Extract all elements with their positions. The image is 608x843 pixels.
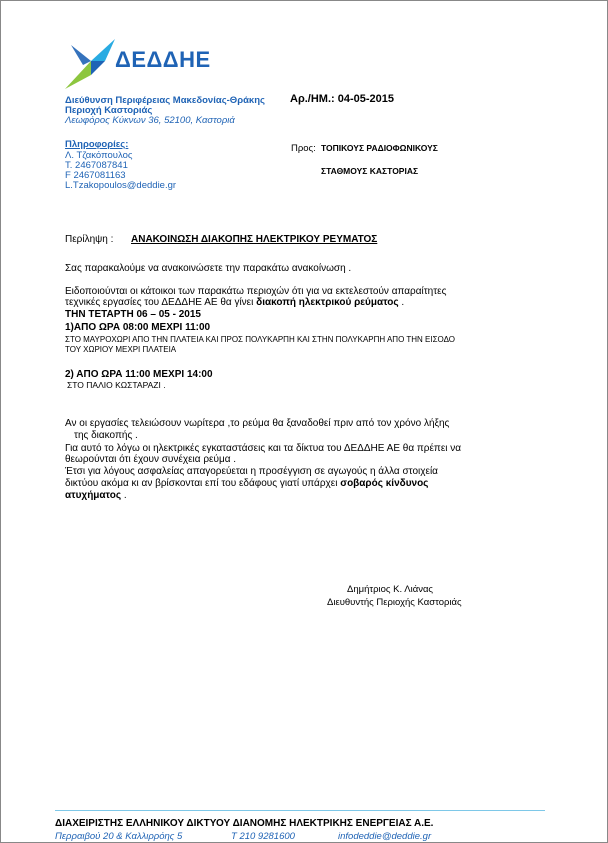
to-label: Προς:	[291, 143, 316, 154]
area: Περιοχή Καστοριάς	[65, 105, 153, 116]
footer-phone: Τ 210 9281600	[231, 831, 295, 842]
signature-name: Δημήτριος Κ. Λιάνας	[347, 584, 434, 595]
para2-line2: θεωρούνται ότι έχουν συνέχεια ρεύμα .	[65, 454, 237, 465]
outage-date: ΤΗΝ ΤΕΤΑΡΤΗ 06 – 05 - 2015	[65, 309, 201, 320]
notice-line1: Ειδοποιούνται οι κάτοικοι των παρακάτω περιοχών ότι για να εκτελεστούν απαραίτητες	[65, 286, 447, 297]
deddie-logo-icon	[61, 35, 117, 91]
reference-number: Αρ./ΗΜ.: 04-05-2015	[290, 93, 395, 105]
slot1-desc1: ΣΤΟ ΜΑΥΡΟΧΩΡΙ ΑΠΟ ΤΗΝ ΠΛΑΤΕΙΑ ΚΑΙ ΠΡΟΣ ΠΟΛΥΚΑΡΠΗ ΚΑΙ ΣΤΗΝ ΠΟΛΥΚΑΡΠΗ ΑΠΟ ΤΗΝ ΕΙΣΟΔΟ	[65, 335, 455, 344]
slot2-time: 2) ΑΠΟ ΩΡΑ 11:00 ΜΕΧΡΙ 14:00	[65, 369, 213, 380]
para2-line1: Για αυτό το λόγω οι ηλεκτρικές εγκαταστάσεις και τα δίκτυα του ΔΕΔΔΗΕ ΑΕ θα πρέπει να	[65, 443, 462, 454]
para3-line1: Έτσι για λόγους ασφαλείας απαγορεύεται η προσέγγιση σε αγωγούς η άλλα στοιχεία	[65, 466, 438, 477]
recipient-line1: ΤΟΠΙΚΟΥΣ ΡΑΔΙΟΦΩΝΙΚΟΥΣ	[321, 143, 438, 153]
logo-text: ΔΕΔΔΗΕ	[115, 47, 211, 72]
info-fax: F 2467081163	[65, 170, 126, 181]
para3-line2: δικτύου ακόμα κι αν βρίσκονται επί του εδάφους γιατί υπάρχει σοβαρός κίνδυνος	[65, 478, 429, 489]
para1-line2: της διακοπής .	[74, 430, 138, 441]
para1-line1: Αν οι εργασίες τελειώσουν νωρίτερα ,το ρεύμα θα ξαναδοθεί πριν από τον χρόνο λήξης	[65, 418, 450, 429]
address: Λεωφόρος Κύκνων 36, 52100, Καστοριά	[65, 115, 235, 126]
para3-line3: ατυχήματος .	[65, 490, 127, 501]
summary-label: Περίληψη :	[65, 234, 114, 245]
directorate: Διεύθυνση Περιφέρειας Μακεδονίας-Θράκης	[65, 95, 265, 106]
info-person: Λ. Τζακόπουλος	[65, 150, 133, 161]
summary-title: ΑΝΑΚΟΙΝΩΣΗ ΔΙΑΚΟΠΗΣ ΗΛΕΚΤΡΙΚΟΥ ΡΕΥΜΑΤΟΣ	[131, 234, 378, 245]
footer-email[interactable]: infodeddie@deddie.gr	[338, 831, 432, 842]
slot1-time: 1)ΑΠΟ ΩΡΑ 08:00 ΜΕΧΡΙ 11:00	[65, 322, 211, 333]
footer-company: ΔΙΑΧΕΙΡΙΣΤΗΣ ΕΛΛΗΝΙΚΟΥ ΔΙΚΤΥΟΥ ΔΙΑΝΟΜΗΣ ΗΛΕΚΤΡΙΚΗΣ ΕΝΕΡΓΕΙΑΣ Α.Ε.	[55, 818, 434, 829]
slot2-desc: ΣΤΟ ΠΑΛΙΟ ΚΩΣΤΑΡΑΖΙ .	[67, 380, 166, 390]
recipient-line2: ΣΤΑΘΜΟΥΣ ΚΑΣΤΟΡΙΑΣ	[321, 166, 419, 176]
signature-role: Διευθυντής Περιοχής Καστοριάς	[327, 597, 462, 608]
footer-address: Περραιβού 20 & Καλλιρρόης 5	[55, 831, 183, 842]
info-title: Πληροφορίες:	[65, 139, 129, 150]
slot1-desc2: ΤΟΥ ΧΩΡΙΟΥ ΜΕΧΡΙ ΠΛΑΤΕΙΑ	[65, 345, 177, 354]
notice-line2: τεχνικές εργασίες του ΔΕΔΔΗΕ ΑΕ θα γίνει διακοπή ηλεκτρικού ρεύματος .	[65, 297, 405, 308]
info-email[interactable]: L.Tzakopoulos@deddie.gr	[65, 180, 177, 191]
footer-divider	[55, 810, 545, 811]
info-phone: Τ. 2467087841	[65, 160, 128, 171]
request-text: Σας παρακαλούμε να ανακοινώσετε την παρακάτω ανακοίνωση .	[65, 263, 352, 274]
